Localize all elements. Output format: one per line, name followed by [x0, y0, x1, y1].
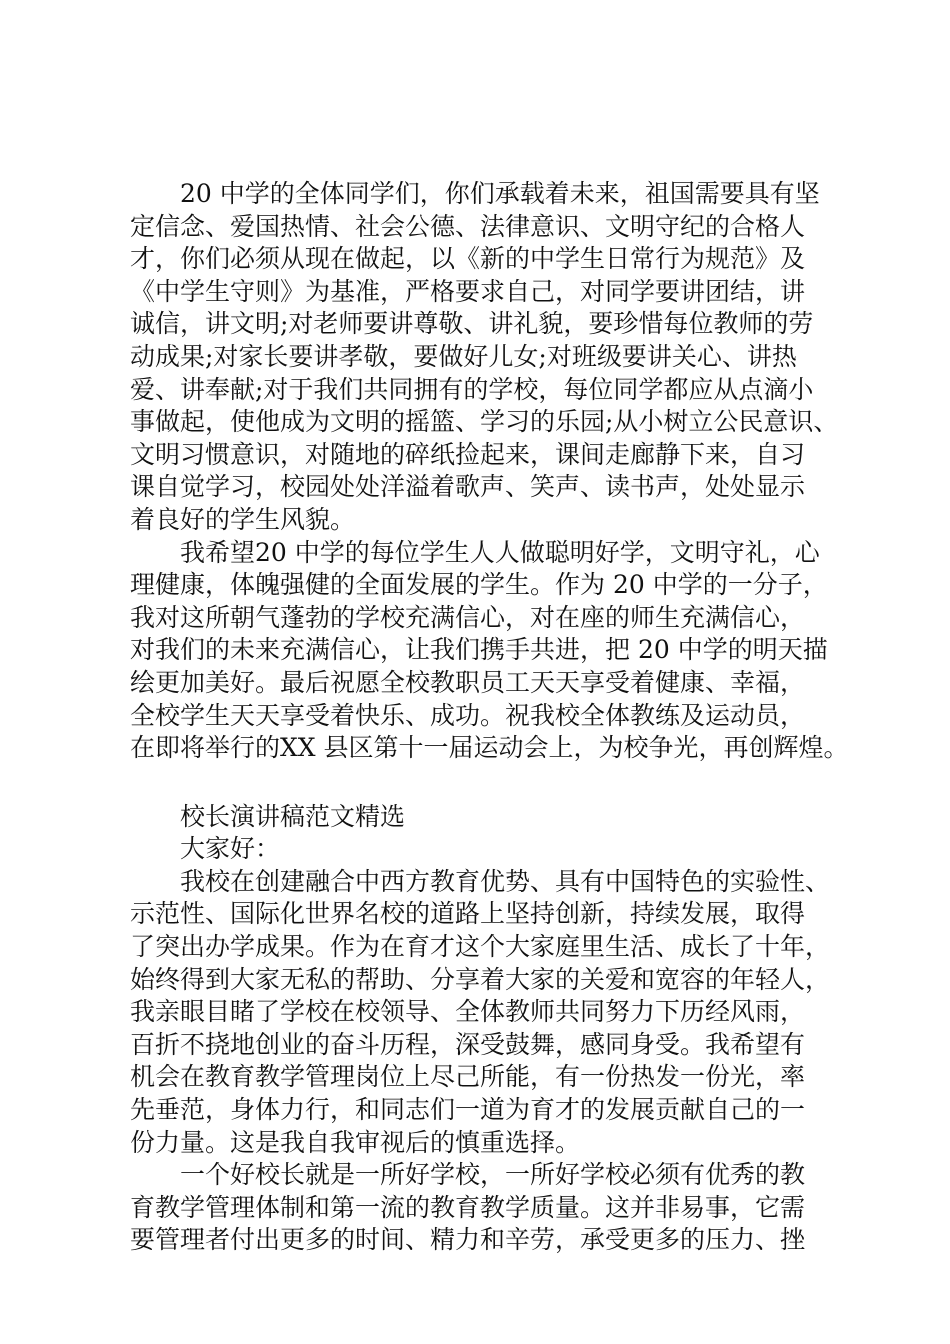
text-line: 要管理者付出更多的时间、精力和辛劳，承受更多的压力、挫 [130, 1225, 806, 1255]
text-line: 我对这所朝气蓬勃的学校充满信心，对在座的师生充满信心， [130, 602, 806, 632]
text-line: 全校学生天天享受着快乐、成功。祝我校全体教练及运动员， [130, 700, 806, 730]
text-line: 我希望20 中学的每位学生人人做聪明好学，文明守礼，心 [180, 537, 820, 567]
text-line: 《中学生守则》为基准，严格要求自己，对同学要讲团结，讲 [130, 276, 806, 306]
text-line: 机会在教育教学管理岗位上尽己所能，有一份热发一份光，率 [130, 1062, 806, 1092]
text-line: 爱、讲奉献;对于我们共同拥有的学校，每位同学都应从点滴小 [130, 374, 814, 404]
text-line: 育教学管理体制和第一流的教育教学质量。这并非易事，它需 [130, 1192, 806, 1222]
greeting: 大家好： [180, 834, 281, 864]
text-line: 始终得到大家无私的帮助、分享着大家的关爱和宽容的年轻人， [130, 964, 831, 994]
text-line: 一个好校长就是一所好学校，一所好学校必须有优秀的教 [180, 1160, 806, 1190]
paragraph-2 [130, 537, 852, 765]
paragraph-3 [130, 866, 852, 1159]
text-line: 份力量。这是我自我审视后的慎重选择。 [130, 1127, 581, 1157]
text-line: 先垂范，身体力行，和同志们一道为育才的发展贡献自己的一 [130, 1095, 806, 1125]
paragraph-4 [130, 1159, 852, 1257]
text-line: 对我们的未来充满信心，让我们携手共进，把 20 中学的明天描 [130, 635, 828, 665]
text-line: 定信念、爱国热情、社会公德、法律意识、文明守纪的合格人 [130, 211, 806, 241]
text-line: 百折不挠地创业的奋斗历程，深受鼓舞，感同身受。我希望有 [130, 1029, 806, 1059]
text-line: 事做起，使他成为文明的摇篮、学习的乐园;从小树立公民意识、 [130, 407, 839, 437]
text-line: 动成果;对家长要讲孝敬，要做好儿女;对班级要讲关心、讲热 [130, 341, 797, 371]
text-line: 文明习惯意识，对随地的碎纸捡起来，课间走廊静下来，自习 [130, 439, 806, 469]
paragraph-spacer [130, 765, 852, 801]
text-line: 我亲眼目睹了学校在校领导、全体教师共同努力下历经风雨， [130, 997, 806, 1027]
text-line: 20 中学的全体同学们，你们承载着未来，祖国需要具有坚 [180, 179, 820, 208]
text-line: 示范性、国际化世界名校的道路上坚持创新，持续发展，取得 [130, 899, 806, 929]
paragraph-1 [130, 178, 852, 537]
text-line: 理健康，体魄强健的全面发展的学生。作为 20 中学的一分子， [130, 570, 828, 600]
text-line: 绘更加美好。最后祝愿全校教职员工天天享受着健康、幸福， [130, 667, 806, 697]
text-line: 课自觉学习，校园处处洋溢着歌声、笑声、读书声，处处显示 [130, 472, 806, 502]
section-title: 校长演讲稿范文精选 [180, 801, 406, 831]
text-line: 在即将举行的XX 县区第十一届运动会上，为校争光，再创辉煌。 [130, 733, 849, 763]
document-body [130, 178, 852, 1257]
text-line: 了突出办学成果。作为在育才这个大家庭里生活、成长了十年， [130, 932, 831, 962]
text-line: 着良好的学生风貌。 [130, 504, 356, 534]
text-line: 我校在创建融合中西方教育优势、具有中国特色的实验性、 [180, 866, 831, 896]
text-line: 才，你们必须从现在做起，以《新的中学生日常行为规范》及 [130, 244, 806, 274]
text-line: 诚信，讲文明;对老师要讲尊敬、讲礼貌，要珍惜每位教师的劳 [130, 309, 814, 339]
